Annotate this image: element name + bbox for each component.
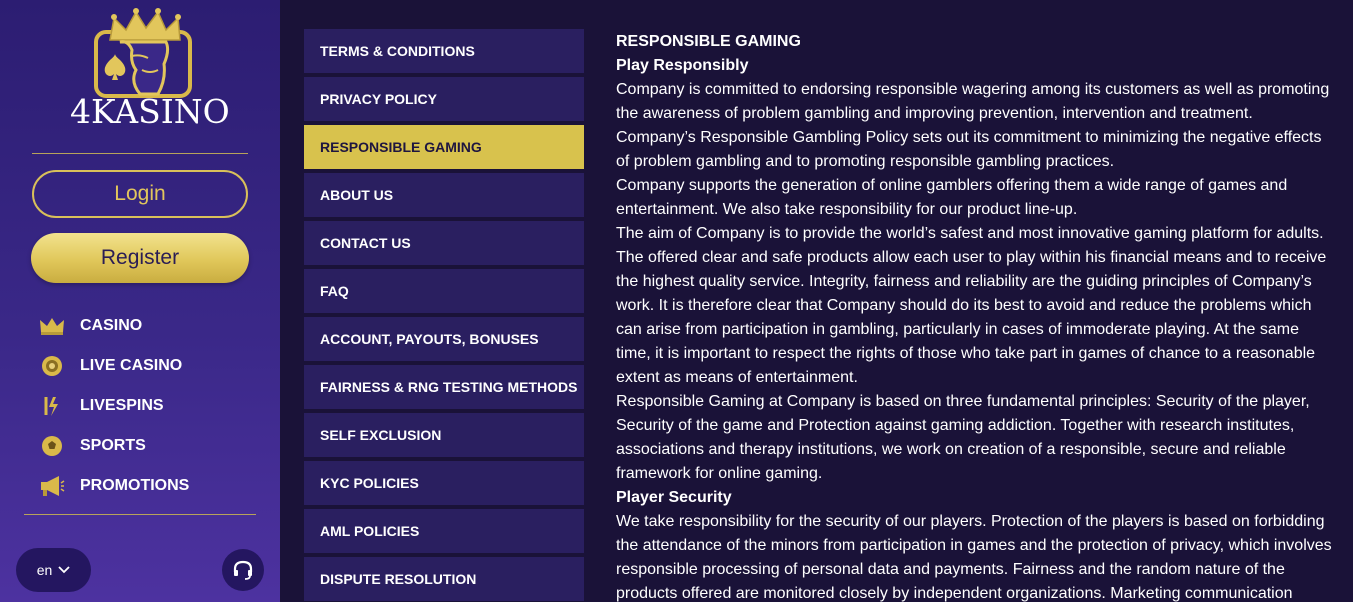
sidebar-item-label: LIVE CASINO <box>80 357 183 374</box>
menu-item-kyc-policies[interactable]: KYC POLICIES <box>304 461 584 505</box>
soccer-ball-icon <box>38 432 66 460</box>
menu-item-dispute-resolution[interactable]: DISPUTE RESOLUTION <box>304 557 584 601</box>
language-value: en <box>36 562 53 578</box>
menu-item-account-payouts-bonuses[interactable]: ACCOUNT, PAYOUTS, BONUSES <box>304 317 584 361</box>
headset-icon <box>232 559 254 581</box>
menu-item-terms-conditions[interactable]: TERMS & CONDITIONS <box>304 29 584 73</box>
menu-item-aml-policies[interactable]: AML POLICIES <box>304 509 584 553</box>
menu-item-responsible-gaming[interactable]: RESPONSIBLE GAMING <box>304 125 584 169</box>
brand-logo[interactable] <box>70 4 230 132</box>
sidebar-item-sports[interactable] <box>38 426 268 466</box>
paragraph: The aim of Company is to provide the world’s safest and most innovative gaming platform for adults. The offered clear and safe products allow each user to play within his financial means and to receive the highest quality service. Integrity, fairness and reliability are the guiding principles of Company’s work. It is therefore clear that Company should do its best to avoid and reduce the problems which can arise from participation in gambling, particularly in cases of immoderate playing. At the same time, it is important to respect the rights of those who take part in games of chance to a reasonable extent as means of entertainment. <box>616 225 1327 386</box>
megaphone-icon <box>38 472 66 500</box>
login-button[interactable]: Login <box>32 170 248 218</box>
menu-item-contact-us[interactable]: CONTACT US <box>304 221 584 265</box>
sidebar-divider-bottom <box>24 514 256 515</box>
paragraph: Company is committed to endorsing responsible wagering among its customers as well as promoting the awareness of problem gambling and improving prevention, intervention and treatment. <box>616 81 1330 122</box>
section-heading: Player Security <box>616 489 732 506</box>
menu-item-fairness-rng[interactable]: FAIRNESS & RNG TESTING METHODS <box>304 365 584 409</box>
info-menu <box>304 29 584 602</box>
sidebar-item-label: SPORTS <box>80 437 146 454</box>
sidebar-item-label: CASINO <box>80 317 143 334</box>
page-title: RESPONSIBLE GAMING <box>616 33 801 50</box>
crown-icon <box>38 312 66 340</box>
sidebar-divider-top <box>32 153 248 154</box>
sidebar-item-livespins[interactable] <box>38 386 268 426</box>
sidebar-item-live-casino[interactable] <box>38 346 268 386</box>
support-button[interactable] <box>222 549 264 591</box>
sidebar <box>0 0 280 602</box>
roulette-icon <box>38 352 66 380</box>
menu-item-privacy-policy[interactable]: PRIVACY POLICY <box>304 77 584 121</box>
menu-item-faq[interactable]: FAQ <box>304 269 584 313</box>
sidebar-item-promotions[interactable] <box>38 466 268 506</box>
paragraph: Company’s Responsible Gambling Policy sets out its commitment to minimizing the negative effects of problem gambling and to promoting responsible gambling practices. <box>616 129 1322 170</box>
menu-item-about-us[interactable]: ABOUT US <box>304 173 584 217</box>
sidebar-item-casino[interactable] <box>38 306 268 346</box>
paragraph: We take responsibility for the security of our players. Protection of the players is based on forbidding the attendance of the minors from participation in games and the protection of privacy, which involves responsible processing of personal data and payments. Fairness and the random nature of the products offered are monitored closely by independent organizations. Marketing communication <box>616 513 1332 602</box>
king-crown-logo-icon <box>70 4 220 99</box>
register-button[interactable]: Register <box>31 233 249 283</box>
sidebar-item-label: LIVESPINS <box>80 397 164 414</box>
section-heading: Play Responsibly <box>616 57 749 74</box>
sidebar-item-label: PROMOTIONS <box>80 477 190 494</box>
lightning-icon <box>38 392 66 420</box>
paragraph: Responsible Gaming at Company is based on three fundamental principles: Security of the player, Security of the game and Protection against gaming addiction. Together with research institutes, associations and therapy institutions, we work on creation of a responsible, secure and reliable framework for online gaming. <box>616 393 1310 482</box>
paragraph: Company supports the generation of online gamblers offering them a wide range of games and entertainment. We also take responsibility for our product line-up. <box>616 177 1288 218</box>
language-select[interactable] <box>16 548 91 592</box>
content-article <box>616 30 1338 602</box>
chevron-down-icon <box>58 566 70 574</box>
sidebar-nav <box>38 306 268 506</box>
brand-name: 4KASINO <box>70 92 230 131</box>
menu-item-self-exclusion[interactable]: SELF EXCLUSION <box>304 413 584 457</box>
